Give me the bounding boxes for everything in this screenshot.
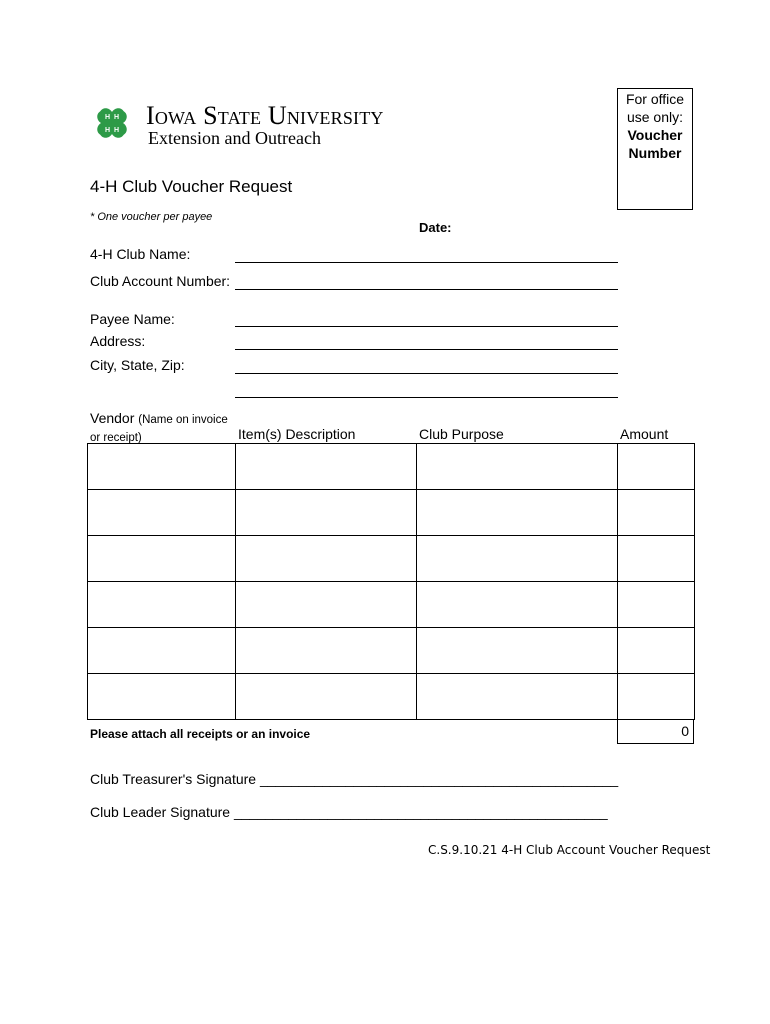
club-account-label: Club Account Number:	[90, 273, 231, 289]
university-subtitle: Extension and Outreach	[148, 128, 321, 148]
svg-text:H: H	[105, 114, 111, 121]
purpose-cell[interactable]	[416, 627, 618, 674]
vendor-cell[interactable]	[87, 673, 236, 720]
vendor-cell[interactable]	[87, 535, 236, 582]
office-line-3: Voucher	[627, 127, 683, 143]
iowa-state-logo	[92, 103, 452, 148]
amount-cell[interactable]	[617, 535, 695, 582]
club-account-field[interactable]	[235, 289, 618, 290]
description-cell[interactable]	[235, 673, 417, 720]
leader-signature-line[interactable]: Club Leader Signature ________________________________________________	[90, 804, 608, 820]
purpose-header: Club Purpose	[419, 426, 504, 442]
purpose-cell[interactable]	[416, 581, 618, 628]
description-cell[interactable]	[235, 489, 417, 536]
description-cell[interactable]	[235, 627, 417, 674]
purpose-cell[interactable]	[416, 673, 618, 720]
office-use-box	[617, 88, 693, 210]
description-header: Item(s) Description	[238, 426, 356, 442]
form-title: 4-H Club Voucher Request	[90, 177, 293, 196]
description-cell[interactable]	[235, 581, 417, 628]
club-name-label: 4-H Club Name:	[90, 246, 191, 262]
amount-cell[interactable]	[617, 627, 695, 674]
total-amount: 0	[617, 719, 694, 744]
address-label: Address:	[90, 333, 146, 349]
amount-cell[interactable]	[617, 489, 695, 536]
svg-text:H: H	[114, 114, 120, 121]
office-line-4: Number	[628, 145, 682, 161]
amount-cell[interactable]	[617, 673, 695, 720]
vendor-cell[interactable]	[87, 489, 236, 536]
purpose-cell[interactable]	[416, 489, 618, 536]
voucher-note: * One voucher per payee	[90, 211, 213, 223]
payee-name-label: Payee Name:	[90, 311, 175, 327]
vendor-cell[interactable]	[87, 443, 236, 490]
address-field[interactable]	[235, 349, 618, 350]
vendor-header-note-1: (Name on invoice	[138, 414, 228, 426]
expense-table	[87, 443, 694, 719]
vendor-cell[interactable]	[87, 581, 236, 628]
amount-cell[interactable]	[617, 443, 695, 490]
treasurer-signature-line[interactable]: Club Treasurer's Signature ______________________________________________	[90, 771, 619, 787]
vendor-header-note-2: or receipt)	[90, 432, 142, 444]
attach-receipts-note: Please attach all receipts or an invoice	[90, 727, 311, 741]
amount-header: Amount	[620, 426, 669, 442]
form-code-footer: C.S.9.10.21 4-H Club Account Voucher Request	[428, 843, 711, 857]
city-state-zip-field[interactable]	[235, 373, 618, 374]
purpose-cell[interactable]	[416, 443, 618, 490]
4h-clover-icon	[92, 103, 132, 143]
amount-cell[interactable]	[617, 581, 695, 628]
office-line-2: use only:	[626, 109, 684, 125]
vendor-header	[90, 410, 228, 446]
date-label: Date:	[419, 220, 452, 235]
vendor-header-label: Vendor	[90, 410, 135, 426]
svg-text:H: H	[114, 127, 120, 134]
office-line-1: For office	[625, 91, 685, 107]
university-name	[146, 103, 384, 129]
description-cell[interactable]	[235, 443, 417, 490]
city-state-zip-field-2[interactable]	[235, 397, 618, 398]
vendor-cell[interactable]	[87, 627, 236, 674]
purpose-cell[interactable]	[416, 535, 618, 582]
description-cell[interactable]	[235, 535, 417, 582]
svg-text:H: H	[105, 127, 111, 134]
club-name-field[interactable]	[235, 262, 618, 263]
payee-name-field[interactable]	[235, 326, 618, 327]
university-name-text: Iowa State University	[146, 101, 384, 130]
city-state-zip-label: City, State, Zip:	[90, 357, 185, 373]
